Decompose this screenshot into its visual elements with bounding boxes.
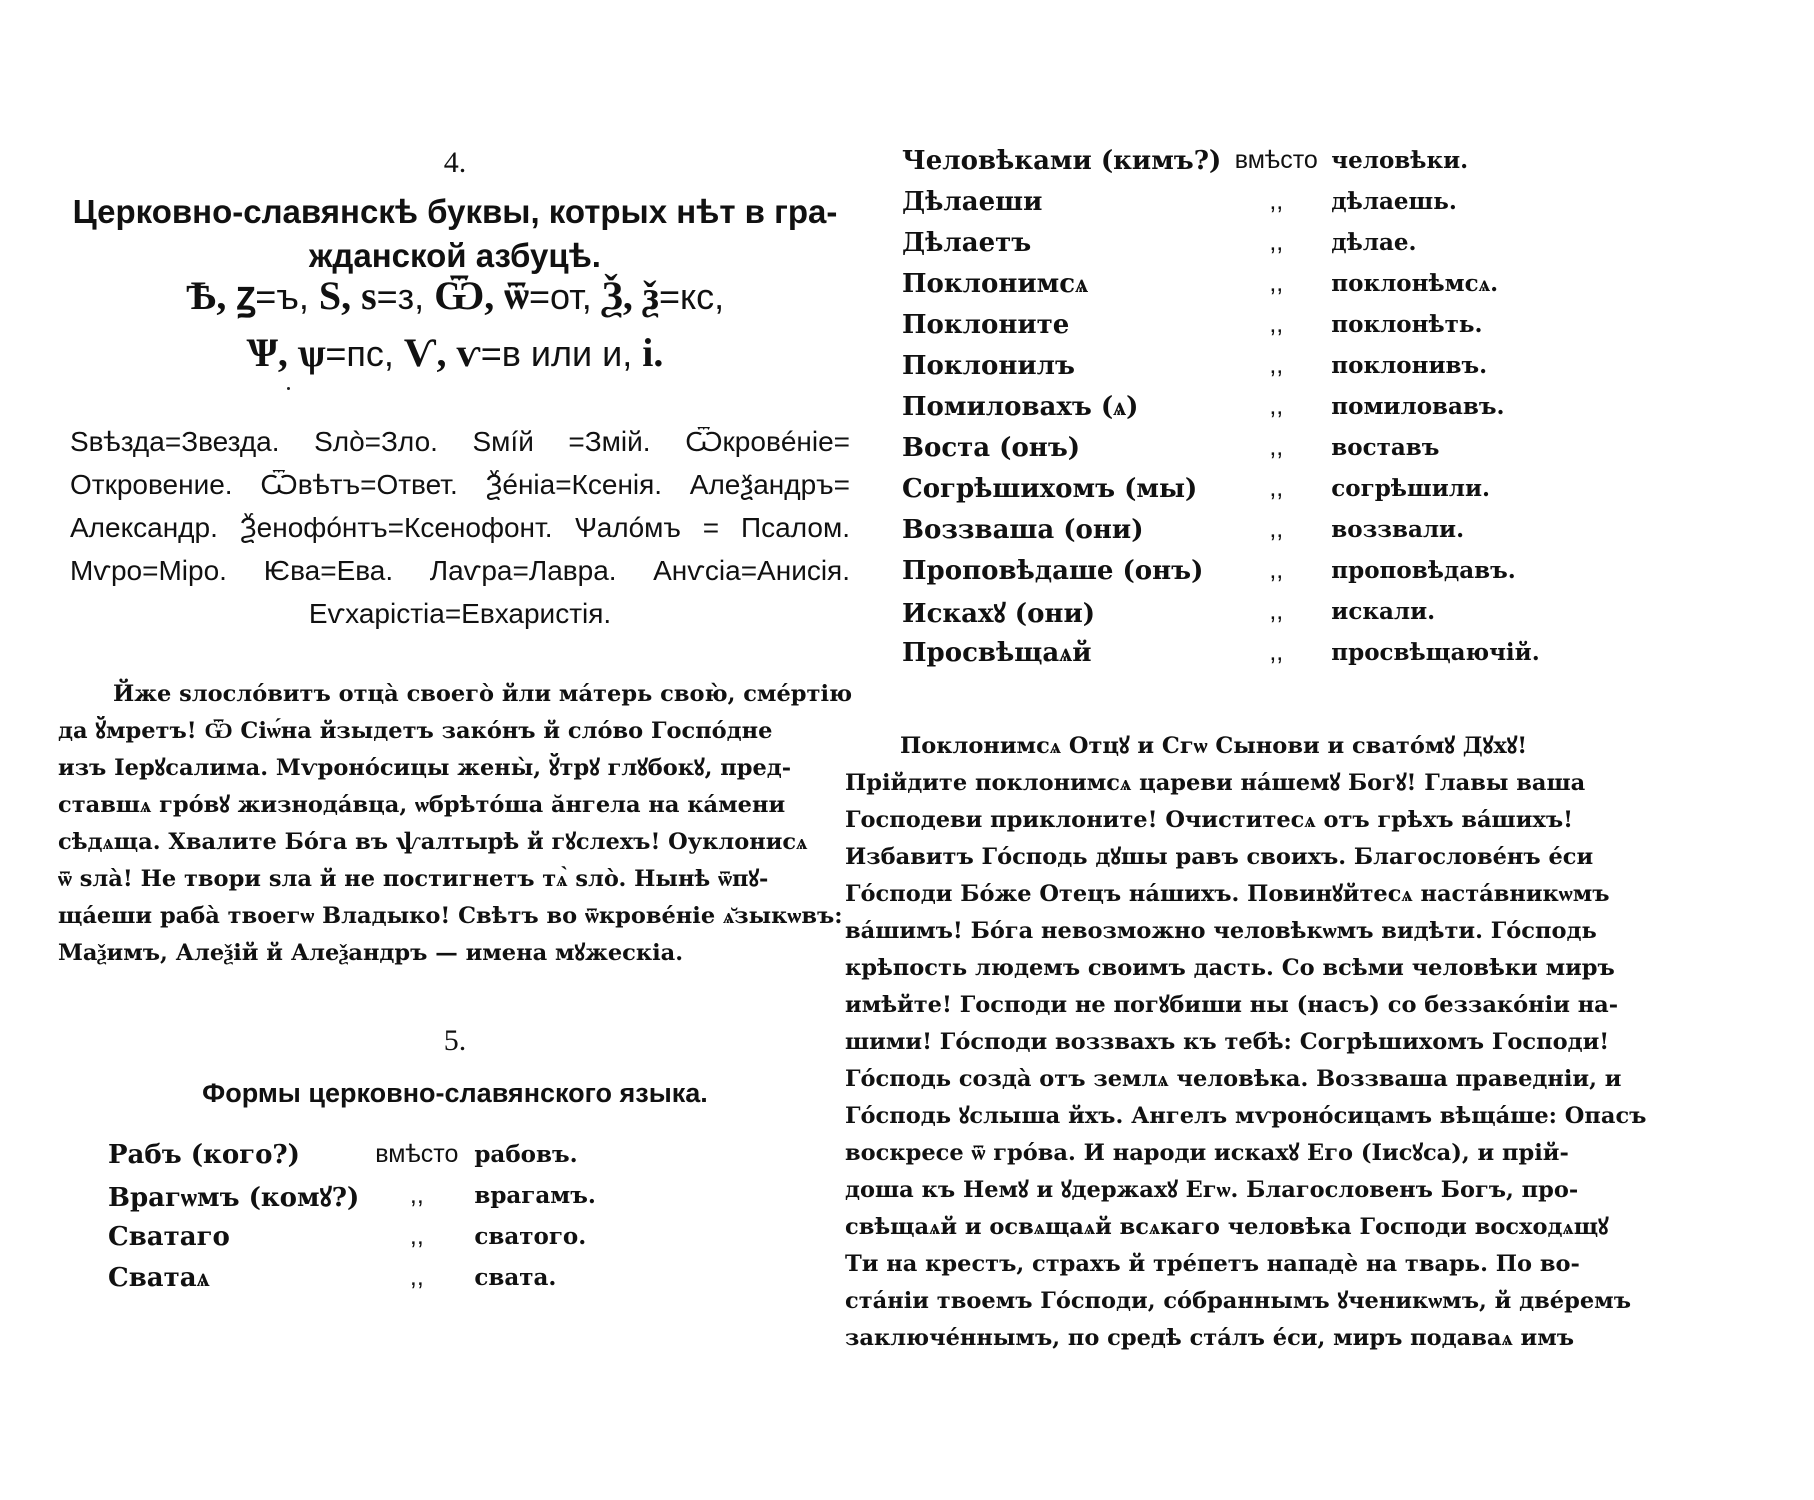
form-row <box>108 1134 674 1175</box>
form-word: Согрѣшихомъ (мы) <box>902 473 1198 504</box>
form-result: воззвали. <box>1331 516 1465 543</box>
form-row <box>902 304 1561 345</box>
form-result: искали. <box>1331 598 1436 625</box>
paragraph-line: ѿ ѕлà! Не твори ѕла й не постигнетъ тѧ̀ ѕлò. Нынѣ ѿпꙋ- <box>58 866 769 892</box>
paragraph-line: Поклонимсѧ Отцꙋ и Сгѡ Сынови и сватóмꙋ Дꙋхꙋ! <box>900 733 1528 759</box>
form-separator: ,, <box>1269 351 1284 379</box>
paragraph-line: Маѯимъ, Алеѯій й Алеѯандръ — имена мꙋжескіа. <box>58 940 684 966</box>
form-row <box>902 181 1561 222</box>
slavonic-letter: ѱ <box>297 330 326 375</box>
form-separator: ,, <box>1269 228 1284 256</box>
section-4-title-line-2: жданской азбуцѣ. <box>309 237 601 274</box>
paragraph-line: Гóсподь ꙋслыша йхъ. Ангелъ мѵронóсицамъ вѣщáше: Опасъ <box>845 1103 1647 1129</box>
form-row <box>902 468 1561 509</box>
form-word: Сватаго <box>108 1221 230 1252</box>
paragraph-line: Прійдите поклонимсѧ цареви нáшемꙋ Богꙋ! Главы ваша <box>845 770 1586 796</box>
letter-equivalent: =з, <box>376 276 425 317</box>
paragraph-line: заключéннымъ, по средѣ стáлъ éси, миръ подаваѧ имъ <box>845 1325 1575 1351</box>
form-word: Человѣками (кимъ?) <box>902 145 1222 176</box>
letter-equivalent: =в или и, <box>480 333 633 374</box>
form-result: согрѣшили. <box>1331 475 1491 502</box>
letter-equivalent: =ъ, <box>255 276 309 317</box>
slavonic-letter: ѯ <box>642 273 659 318</box>
slavonic-letter: ѿ <box>504 273 529 318</box>
slavonic-letter: Ѕ, <box>318 273 352 318</box>
form-result: поклонѣть. <box>1331 311 1483 338</box>
paragraph-line: шими! Гóсподи воззвахъ къ тебѣ: Согрѣшихомъ Господи! <box>845 1029 1610 1055</box>
forms-table-left <box>108 1134 674 1298</box>
right-paragraph <box>845 728 1647 1357</box>
form-row <box>902 591 1561 632</box>
section-4-number: 4. <box>443 146 467 179</box>
paragraph-line: ставшѧ грóвꙋ жизнодáвца, ѡбрѣтóша ӑнгела на кáмени <box>58 792 786 818</box>
form-word: Воззваша (они) <box>902 514 1144 545</box>
slavonic-letter: ꙁ <box>236 273 256 318</box>
form-word: Помиловахъ (ѧ) <box>902 391 1139 422</box>
letters-line-2 <box>60 325 850 382</box>
forms-table-right <box>902 140 1561 673</box>
form-row <box>108 1216 674 1257</box>
section-5-number: 5. <box>443 1024 467 1057</box>
form-row <box>108 1257 674 1298</box>
form-word: Сватаѧ <box>108 1262 210 1293</box>
letter-examples <box>70 420 850 635</box>
section-4-title <box>60 190 850 278</box>
form-result: помиловавъ. <box>1331 393 1505 420</box>
form-word: Поклоните <box>902 309 1070 340</box>
paragraph-line: щáеши рабà твоегѡ Владыко! Свѣтъ во ѿкровéніе ѧ̆зыкѡвъ: <box>58 903 843 929</box>
form-separator: ,, <box>1269 597 1284 625</box>
form-row <box>902 509 1561 550</box>
form-row <box>108 1175 674 1216</box>
form-result: врагамъ. <box>474 1182 596 1209</box>
form-row <box>902 632 1561 673</box>
paragraph-line: свѣщаѧй и освѧщаѧй всѧкаго человѣка Господи восходѧщꙋ <box>845 1214 1609 1240</box>
paragraph-line: Гóсподи Бóже Отецъ нáшихъ. Повинꙋйтесѧ настáвникѡмъ <box>845 881 1610 907</box>
form-word: Врагѡмъ (комꙋ?) <box>108 1182 360 1213</box>
letters-line-1 <box>60 268 850 325</box>
form-word: Рабъ (кого?) <box>108 1139 300 1170</box>
letter-equivalent: =кс, <box>658 276 725 317</box>
form-separator: ,, <box>1269 392 1284 420</box>
form-row <box>902 427 1561 468</box>
form-separator: ,, <box>1269 515 1284 543</box>
form-result: проповѣдавъ. <box>1331 557 1516 584</box>
paragraph-line: воскресе ѿ грóва. И народи искахꙋ Его (Іисꙋса), и прій- <box>845 1140 1569 1166</box>
paragraph-line: Господеви приклоните! Очиститесѧ отъ грѣхъ вáшихъ! <box>845 807 1573 833</box>
form-row <box>902 386 1561 427</box>
form-separator: ,, <box>1269 433 1284 461</box>
form-result: воставъ <box>1331 434 1440 461</box>
letter-equivalents <box>60 268 850 382</box>
paragraph-line: крѣпость людемъ своимъ дасть. Со всѣми человѣки миръ <box>845 955 1615 981</box>
form-separator: ,, <box>1269 638 1284 666</box>
form-word: Проповѣдаше (онъ) <box>902 555 1204 586</box>
paragraph-line: имѣйте! Господи не погꙋбиши ны (насъ) со беззакóніи на- <box>845 992 1619 1018</box>
paragraph-line: Избавитъ Гóсподь дꙋшы равъ своихъ. Благословéнъ éси <box>845 844 1594 870</box>
paragraph-line: Гóсподь создà отъ землѧ человѣка. Воззваша праведніи, и <box>845 1066 1622 1092</box>
form-word: Воста (онъ) <box>902 432 1081 463</box>
form-word: Искахꙋ (они) <box>902 598 1096 629</box>
form-result: свата. <box>474 1264 557 1291</box>
form-word: Поклонилъ <box>902 350 1075 381</box>
section-5-title: Формы церковно-славянского языка. <box>202 1078 708 1108</box>
form-separator: ,, <box>409 1222 424 1250</box>
form-result: рабовъ. <box>474 1141 578 1168</box>
form-word: Поклонимсѧ <box>902 268 1089 299</box>
paragraph-line: доша къ Немꙋ и ꙋдержахꙋ Егѡ. Благословенъ Богъ, про- <box>845 1177 1579 1203</box>
form-separator: ,, <box>1269 474 1284 502</box>
paragraph-line: Ти на крестъ, страхъ й трéпетъ нападè на тварь. По во- <box>845 1251 1580 1277</box>
form-separator: ,, <box>1269 187 1284 215</box>
form-result: поклонивъ. <box>1331 352 1488 379</box>
form-separator: ,, <box>1269 310 1284 338</box>
example-line: Еѵхарістіа=Евхаристія. <box>308 598 612 629</box>
form-separator: ,, <box>409 1181 424 1209</box>
form-row <box>902 345 1561 386</box>
form-result: сватого. <box>474 1223 587 1250</box>
print-speck <box>287 387 290 390</box>
form-word: Дѣлаеши <box>902 186 1043 217</box>
right-page <box>845 0 1814 1500</box>
form-separator: вмѣсто <box>1234 146 1318 174</box>
form-result: поклонѣмсѧ. <box>1331 270 1499 297</box>
form-row <box>902 222 1561 263</box>
section-4-paragraph <box>58 676 853 972</box>
example-line: Мѵро=Міро. Ѥва=Ева. Лаѵра=Лавра. Анѵсіа=Анисія. <box>70 555 850 586</box>
form-row <box>902 140 1561 181</box>
paragraph-line: стáніи твоемъ Гóсподи, сóбраннымъ ꙋченикѡмъ, й двéремъ <box>845 1288 1631 1314</box>
form-row <box>902 550 1561 591</box>
form-result: дѣлае. <box>1331 229 1417 256</box>
slavonic-letter: ѵ <box>456 330 481 375</box>
paragraph-line: сѣдѧща. Хвалите Бóга въ ѱалтырѣ й гꙋслехъ! Оуклонисѧ <box>58 829 808 855</box>
slavonic-letter: ѕ <box>361 273 377 318</box>
paragraph-line: Йже ѕлослóвитъ отцà своегò йли мáтерь свою̀, смéртію <box>113 681 853 707</box>
paragraph-line: да ꙋ̆мретъ! Ѿ Сіѡ́на йзыдетъ закóнъ й слóво Гоcпóдне <box>58 718 773 744</box>
example-line: Ѕвѣзда=Звезда. Ѕлò=Зло. Ѕмíй =Змій. Ѿкровéніе= <box>70 426 850 457</box>
form-result: человѣки. <box>1331 147 1469 174</box>
slavonic-letter: Ѵ, <box>403 330 447 375</box>
slavonic-letter: Ѯ, <box>601 273 633 318</box>
example-line: Откровение. Ѿвѣтъ=Ответ. Ѯéніа=Ксенія. Алеѯандръ= <box>70 469 850 500</box>
section-4-title-line-1: Церковно-славянскѣ буквы, котрых нѣт в гра- <box>72 193 838 230</box>
form-separator: вмѣсто <box>375 1140 459 1168</box>
letter-equivalent: =от, <box>528 276 592 317</box>
slavonic-letter: Ѿ, <box>434 273 495 318</box>
form-result: дѣлаешь. <box>1331 188 1457 215</box>
slavonic-letter: і. <box>642 330 664 375</box>
form-word: Дѣлаетъ <box>902 227 1032 258</box>
form-row <box>902 263 1561 304</box>
form-word: Просвѣщаѧй <box>902 637 1092 668</box>
paragraph-line: изъ Іерꙋсалима. Мѵронóсицы жены̀, ꙋ̆трꙋ глꙋбокꙋ, пред- <box>58 755 792 781</box>
form-separator: ,, <box>409 1263 424 1291</box>
slavonic-letter: Ѱ, <box>246 330 288 375</box>
example-line: Александр. Ѯенофóнтъ=Ксенофонт. Ѱалóмъ = Псалом. <box>70 512 850 543</box>
form-separator: ,, <box>1269 269 1284 297</box>
form-separator: ,, <box>1269 556 1284 584</box>
form-result: просвѣщаючій. <box>1331 639 1540 666</box>
letter-equivalent: =пс, <box>325 333 394 374</box>
slavonic-letter: Ѣ, <box>185 273 227 318</box>
paragraph-line: вáшимъ! Бóга невозможно человѣкѡмъ видѣти. Гóсподь <box>845 918 1597 944</box>
